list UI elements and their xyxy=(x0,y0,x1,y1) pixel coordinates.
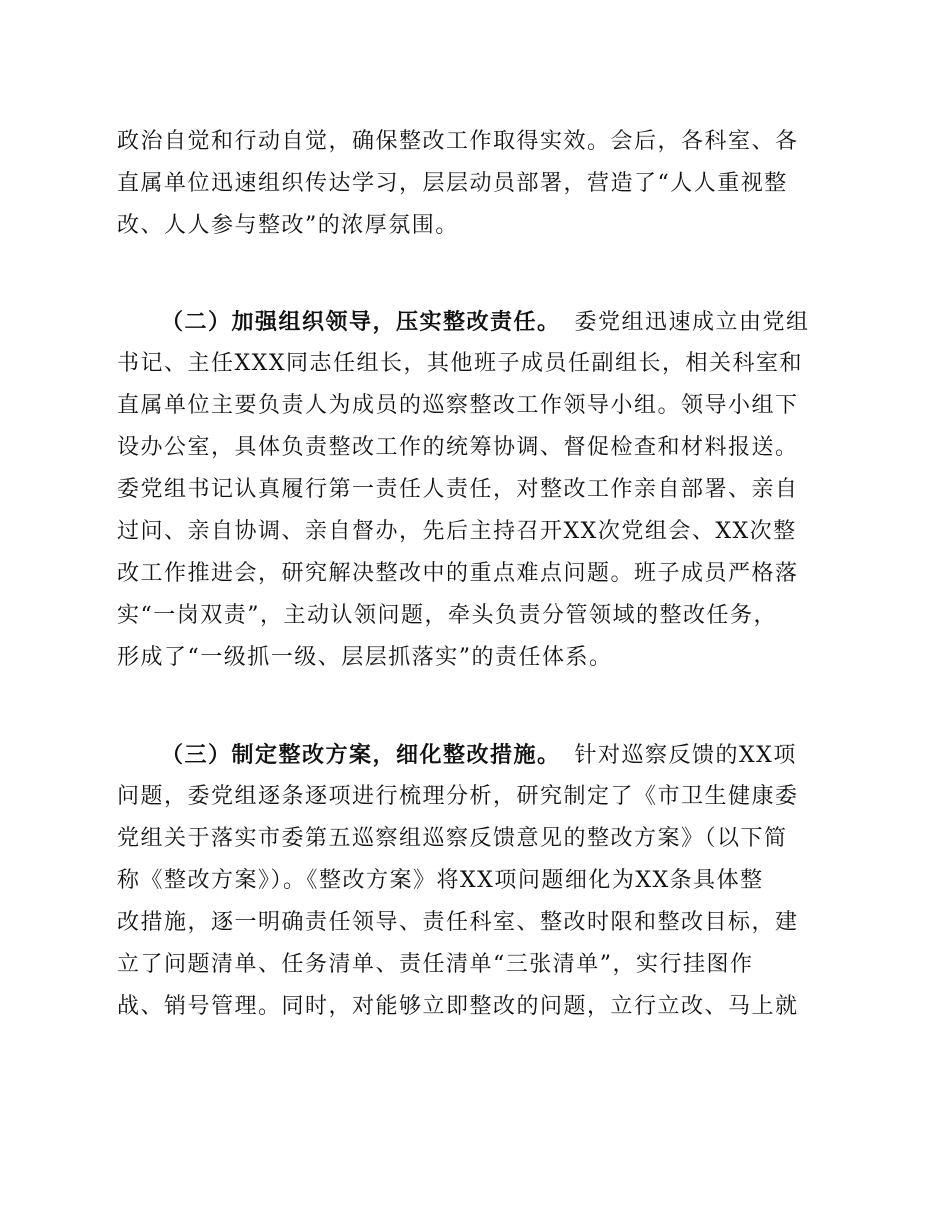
paragraph-line: 问题，委党组逐条逐项进行梳理分析，研究制定了《市卫生健康委 xyxy=(117,784,799,809)
paragraph-line: 设办公室，具体负责整改工作的统筹协调、督促检查和材料报送。 xyxy=(117,435,799,460)
paragraph-line: 形成了“一级抓一级、层层抓落实”的责任体系。 xyxy=(117,645,613,670)
section-text: 针对巡察反馈的XX项 xyxy=(574,743,797,768)
paragraph-line: 书记、主任XXX同志任组长，其他班子成员任副组长，相关科室和 xyxy=(117,351,803,376)
paragraph-line: 改、人人参与整改”的浓厚氛围。 xyxy=(117,213,459,238)
paragraph-line: 党组关于落实市委第五巡察组巡察反馈意见的整改方案》（以下简 xyxy=(117,826,788,851)
section-heading: （二）加强组织领导，压实整改责任。 xyxy=(161,309,561,335)
paragraph-line: 称《整改方案》）。《整改方案》将XX项问题细化为XX条具体整 xyxy=(117,868,764,893)
paragraph-line: 委党组书记认真履行第一责任人责任，对整改工作亲自部署、亲自 xyxy=(117,477,799,502)
section-heading-line xyxy=(161,305,837,339)
paragraph-line: 直属单位主要负责人为成员的巡察整改工作领导小组。领导小组下 xyxy=(117,393,799,418)
section-text: 委党组迅速成立由党组 xyxy=(574,310,810,335)
paragraph-line: 改工作推进会，研究解决整改中的重点难点问题。班子成员严格落 xyxy=(117,561,799,586)
paragraph-line: 直属单位迅速组织传达学习，层层动员部署，营造了“人人重视整 xyxy=(117,171,788,196)
paragraph-line: 立了问题清单、任务清单、责任清单“三张清单”，实行挂图作 xyxy=(117,952,754,977)
paragraph-line: 实“一岗双责”，主动认领问题，牵头负责分管领域的整改任务， xyxy=(117,603,777,628)
paragraph-line: 改措施，逐一明确责任领导、责任科室、整改时限和整改目标，建 xyxy=(117,910,799,935)
paragraph-line: 过问、亲自协调、亲自督办，先后主持召开XX次党组会、XX次整 xyxy=(117,519,797,544)
section-heading: （三）制定整改方案，细化整改措施。 xyxy=(161,742,561,768)
paragraph-line: 政治自觉和行动自觉，确保整改工作取得实效。会后，各科室、各 xyxy=(117,129,799,154)
section-heading-line xyxy=(161,738,837,772)
paragraph-line: 战、销号管理。同时，对能够立即整改的问题，立行立改、马上就 xyxy=(117,994,799,1019)
